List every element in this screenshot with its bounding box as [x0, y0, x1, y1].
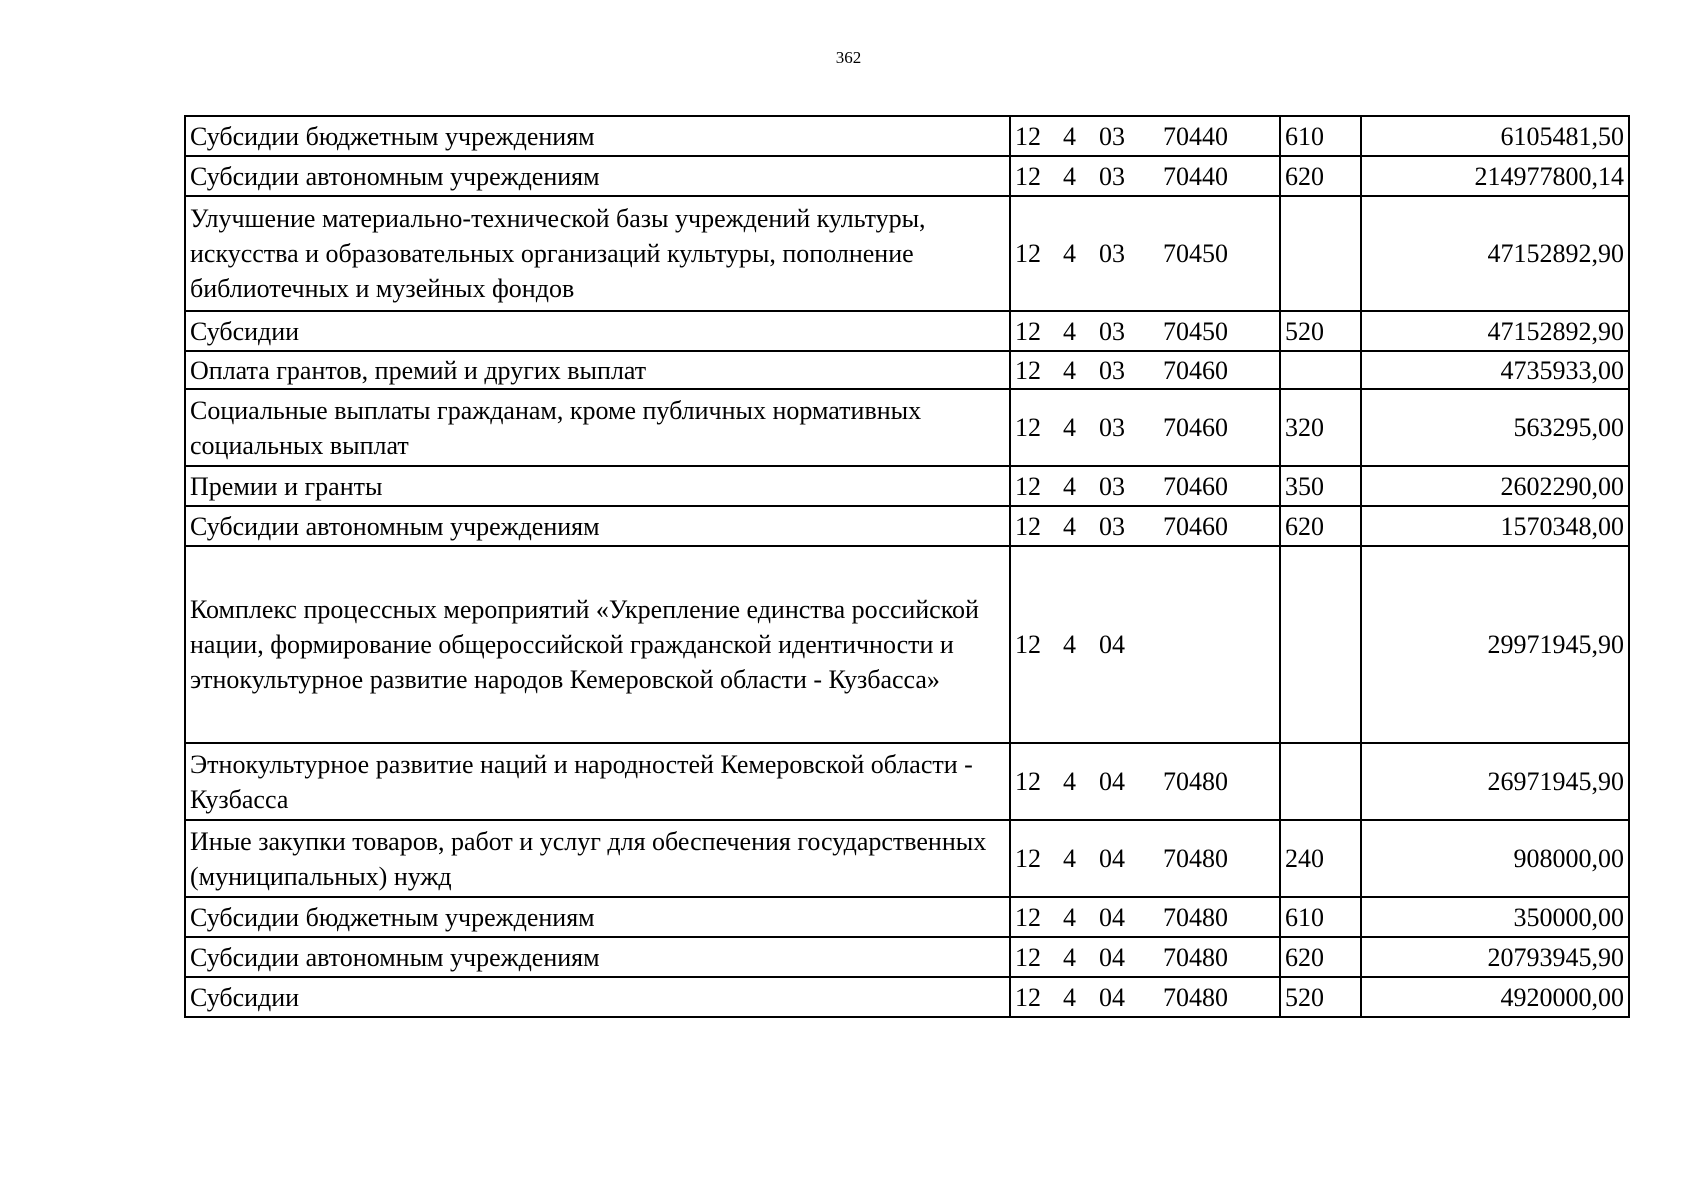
table-row [185, 897, 1629, 937]
row-code [1010, 389, 1280, 466]
row-expense-type: 610 [1280, 116, 1361, 156]
row-code [1010, 311, 1280, 351]
code-chapter: 12 [1015, 121, 1041, 151]
code-subprogram: 4 [1063, 121, 1076, 151]
code-subprogram: 4 [1063, 982, 1076, 1012]
code-chapter: 12 [1015, 413, 1041, 442]
row-code [1010, 743, 1280, 820]
table-row [185, 546, 1629, 743]
code-group: 04 [1099, 942, 1125, 972]
code-chapter: 12 [1015, 511, 1041, 541]
row-expense-type [1280, 196, 1361, 311]
code-group: 04 [1099, 630, 1125, 659]
code-direction: 70450 [1163, 239, 1228, 268]
code-chapter: 12 [1015, 316, 1041, 346]
code-subprogram: 4 [1063, 355, 1076, 385]
row-name: Этнокультурное развитие наций и народностей Кемеровской области - Кузбасса [185, 743, 1010, 820]
code-direction: 70460 [1163, 511, 1228, 541]
code-chapter: 12 [1015, 902, 1041, 932]
row-code [1010, 351, 1280, 389]
row-amount: 26971945,90 [1361, 743, 1629, 820]
table-row [185, 820, 1629, 897]
row-expense-type: 240 [1280, 820, 1361, 897]
code-group: 03 [1099, 316, 1125, 346]
table-row [185, 506, 1629, 546]
code-chapter: 12 [1015, 161, 1041, 191]
code-group: 04 [1099, 902, 1125, 932]
row-amount: 908000,00 [1361, 820, 1629, 897]
row-amount: 4920000,00 [1361, 977, 1629, 1017]
code-direction: 70480 [1163, 982, 1228, 1012]
page-number: 362 [835, 48, 862, 67]
row-amount: 20793945,90 [1361, 937, 1629, 977]
budget-table-body [185, 116, 1629, 1017]
row-expense-type [1280, 546, 1361, 743]
row-expense-type: 620 [1280, 506, 1361, 546]
code-group: 03 [1099, 121, 1125, 151]
code-direction: 70450 [1163, 316, 1228, 346]
code-subprogram: 4 [1063, 630, 1076, 659]
row-amount: 4735933,00 [1361, 351, 1629, 389]
code-subprogram: 4 [1063, 161, 1076, 191]
code-group: 03 [1099, 355, 1125, 385]
code-subprogram: 4 [1063, 511, 1076, 541]
code-group: 03 [1099, 161, 1125, 191]
row-name: Субсидии автономным учреждениям [185, 156, 1010, 196]
code-chapter: 12 [1015, 844, 1041, 873]
code-direction: 70460 [1163, 355, 1228, 385]
code-direction: 70440 [1163, 121, 1228, 151]
code-chapter: 12 [1015, 239, 1041, 268]
row-amount: 214977800,14 [1361, 156, 1629, 196]
row-expense-type: 620 [1280, 156, 1361, 196]
row-expense-type: 320 [1280, 389, 1361, 466]
row-name: Субсидии [185, 311, 1010, 351]
row-expense-type: 610 [1280, 897, 1361, 937]
row-name: Премии и гранты [185, 466, 1010, 506]
table-row [185, 156, 1629, 196]
code-subprogram: 4 [1063, 767, 1076, 796]
row-name: Социальные выплаты гражданам, кроме публичных нормативных социальных выплат [185, 389, 1010, 466]
row-amount: 2602290,00 [1361, 466, 1629, 506]
code-direction: 70480 [1163, 767, 1228, 796]
row-amount: 1570348,00 [1361, 506, 1629, 546]
row-expense-type: 520 [1280, 311, 1361, 351]
code-direction: 70460 [1163, 471, 1228, 501]
code-group: 03 [1099, 239, 1125, 268]
code-chapter: 12 [1015, 982, 1041, 1012]
row-name: Субсидии бюджетным учреждениям [185, 116, 1010, 156]
row-expense-type: 520 [1280, 977, 1361, 1017]
code-group: 03 [1099, 471, 1125, 501]
row-code [1010, 156, 1280, 196]
row-expense-type: 620 [1280, 937, 1361, 977]
code-chapter: 12 [1015, 471, 1041, 501]
code-group: 04 [1099, 844, 1125, 873]
code-subprogram: 4 [1063, 316, 1076, 346]
row-code [1010, 897, 1280, 937]
code-group: 03 [1099, 413, 1125, 442]
row-code [1010, 546, 1280, 743]
code-subprogram: 4 [1063, 844, 1076, 873]
code-group: 04 [1099, 982, 1125, 1012]
row-amount: 563295,00 [1361, 389, 1629, 466]
code-subprogram: 4 [1063, 239, 1076, 268]
table-row [185, 196, 1629, 311]
code-chapter: 12 [1015, 630, 1041, 659]
code-chapter: 12 [1015, 767, 1041, 796]
code-subprogram: 4 [1063, 413, 1076, 442]
row-expense-type [1280, 743, 1361, 820]
row-amount: 350000,00 [1361, 897, 1629, 937]
row-code [1010, 466, 1280, 506]
code-subprogram: 4 [1063, 471, 1076, 501]
table-row [185, 937, 1629, 977]
row-code [1010, 977, 1280, 1017]
row-name: Оплата грантов, премий и других выплат [185, 351, 1010, 389]
code-direction: 70480 [1163, 942, 1228, 972]
row-amount: 6105481,50 [1361, 116, 1629, 156]
budget-table [184, 115, 1630, 1018]
row-code [1010, 820, 1280, 897]
code-direction: 70460 [1163, 413, 1228, 442]
row-amount: 47152892,90 [1361, 311, 1629, 351]
code-chapter: 12 [1015, 942, 1041, 972]
row-name: Комплекс процессных мероприятий «Укрепление единства российской нации, формирование общероссийской гражданской идентичности и этнокультурное развитие народов Кемеровской области - Кузбасса» [185, 546, 1010, 743]
row-name: Улучшение материально-технической базы учреждений культуры, искусства и образовательных организаций культуры, пополнение библиотечных и музейных фондов [185, 196, 1010, 311]
table-row [185, 351, 1629, 389]
row-expense-type [1280, 351, 1361, 389]
code-direction: 70480 [1163, 844, 1228, 873]
row-code [1010, 116, 1280, 156]
table-row [185, 311, 1629, 351]
row-expense-type: 350 [1280, 466, 1361, 506]
code-direction: 70480 [1163, 902, 1228, 932]
row-amount: 29971945,90 [1361, 546, 1629, 743]
row-code [1010, 196, 1280, 311]
row-code [1010, 506, 1280, 546]
table-row [185, 389, 1629, 466]
code-subprogram: 4 [1063, 942, 1076, 972]
table-row [185, 116, 1629, 156]
row-name: Субсидии бюджетным учреждениям [185, 897, 1010, 937]
row-name: Субсидии автономным учреждениям [185, 506, 1010, 546]
code-subprogram: 4 [1063, 902, 1076, 932]
row-name: Субсидии автономным учреждениям [185, 937, 1010, 977]
row-name: Иные закупки товаров, работ и услуг для обеспечения государственных (муниципальных) нужд [185, 820, 1010, 897]
code-group: 04 [1099, 767, 1125, 796]
code-direction: 70440 [1163, 161, 1228, 191]
row-amount: 47152892,90 [1361, 196, 1629, 311]
code-group: 03 [1099, 511, 1125, 541]
table-row [185, 466, 1629, 506]
table-row [185, 743, 1629, 820]
table-row [185, 977, 1629, 1017]
row-name: Субсидии [185, 977, 1010, 1017]
code-chapter: 12 [1015, 355, 1041, 385]
row-code [1010, 937, 1280, 977]
